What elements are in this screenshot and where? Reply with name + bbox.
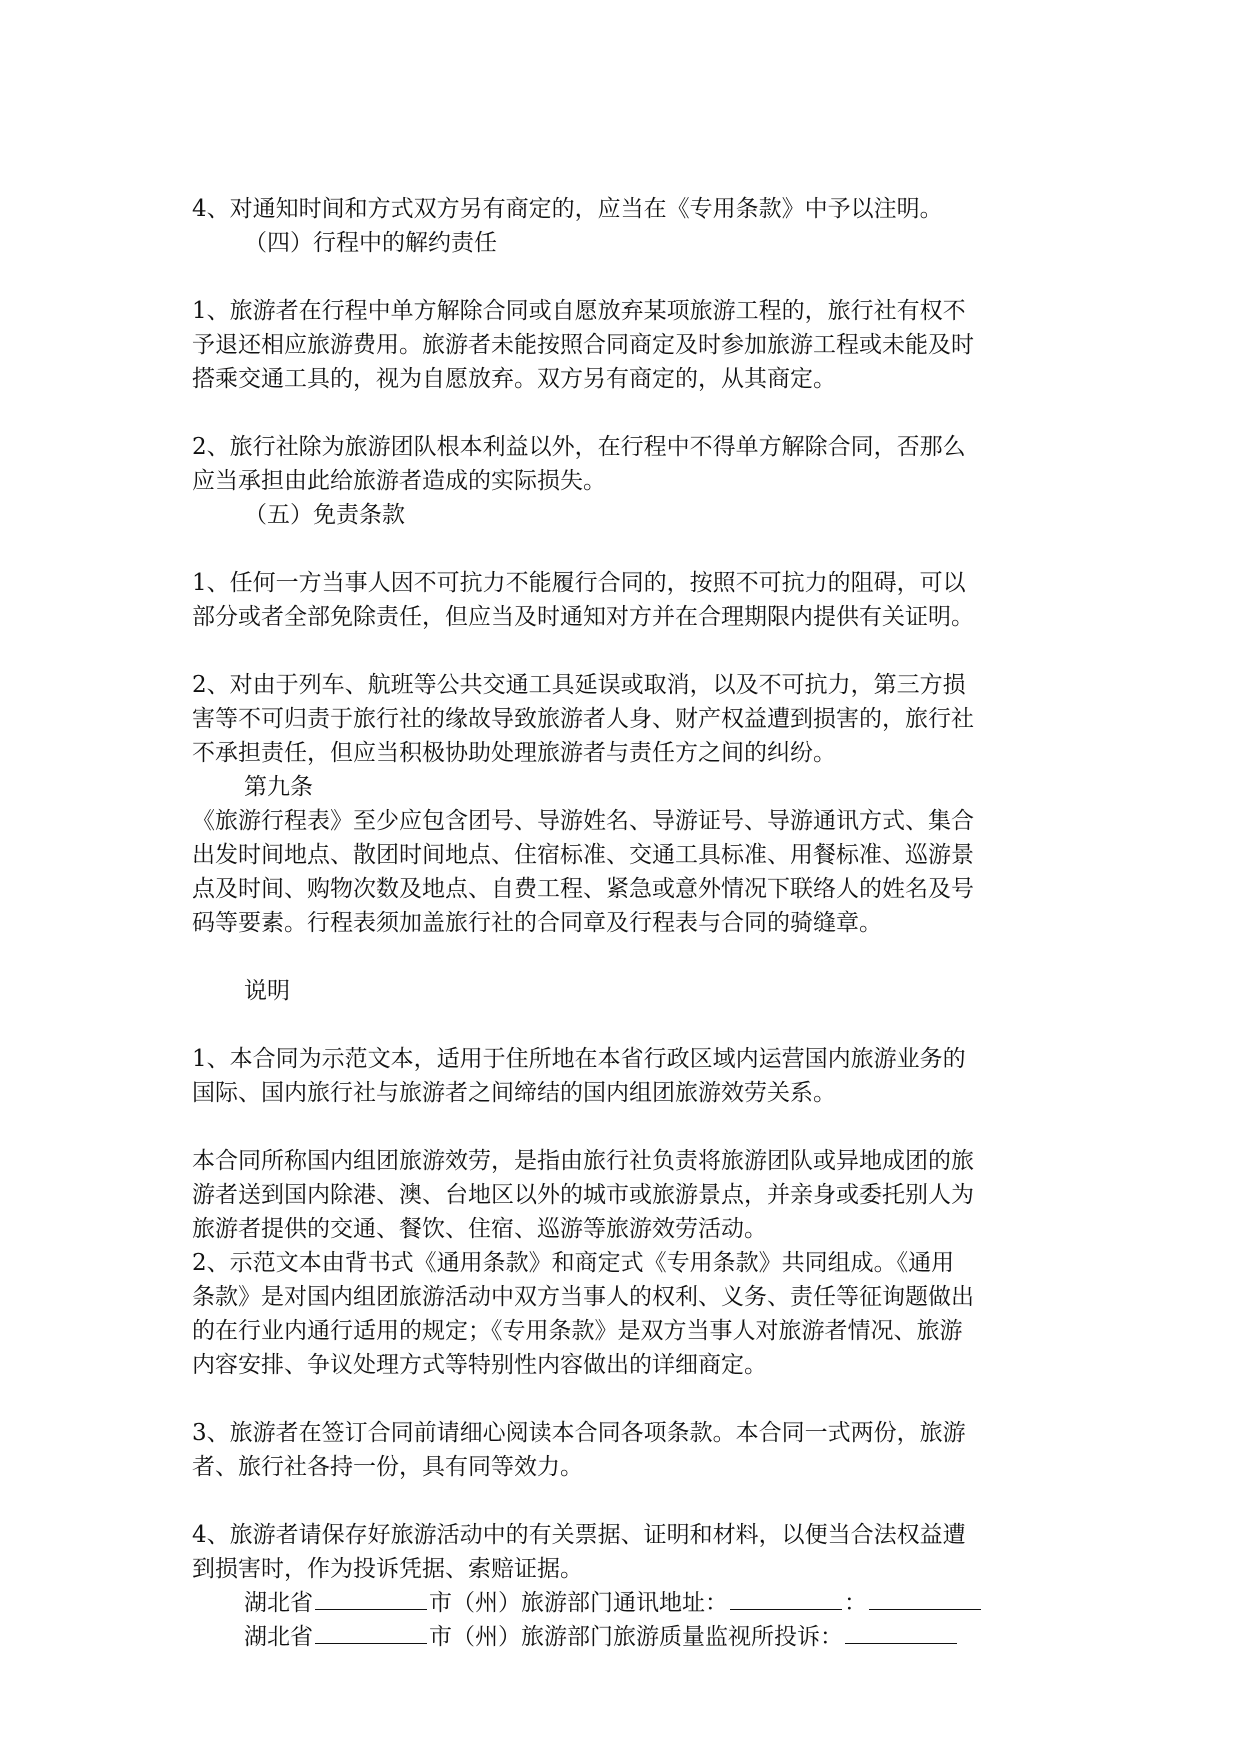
blank-line (192, 532, 1052, 566)
contact-prefix: 湖北省 (244, 1624, 313, 1650)
contact-label: 市（州）旅游部门旅游质量监视所投诉： (429, 1624, 843, 1650)
contact-prefix: 湖北省 (244, 1590, 313, 1616)
text-line: 点及时间、购物次数及地点、自费工程、紧急或意外情况下联络人的姓名及号 (192, 876, 974, 902)
notes-heading: 说明 (244, 978, 290, 1004)
section5-paragraph-2 (192, 668, 1052, 770)
article9-heading: 第九条 (244, 774, 313, 800)
text-line: 予退还相应旅游费用。旅游者未能按照合同商定及时参加旅游工程或未能及时 (192, 332, 974, 358)
text-line: 应当承担由此给旅游者造成的实际损失。 (192, 468, 606, 494)
text-line: 不承担责任，但应当积极协助处理旅游者与责任方之间的纠纷。 (192, 740, 836, 766)
blank-line (192, 396, 1052, 430)
section4-heading: （四）行程中的解约责任 (244, 230, 497, 256)
text-line: 的在行业内通行适用的规定；《专用条款》是双方当事人对旅游者情况、旅游 (192, 1318, 963, 1344)
contact-separator: ： (844, 1590, 867, 1616)
text-line: 游者送到国内除港、澳、台地区以外的城市或旅游景点，并亲身或委托别人为 (192, 1182, 974, 1208)
notes-paragraph-3 (192, 1416, 1052, 1484)
contact-row-complaint (192, 1620, 1052, 1654)
text-line: 码等要素。行程表须加盖旅行社的合同章及行程表与合同的骑缝章。 (192, 910, 882, 936)
text-line: 者、旅行社各持一份，具有同等效力。 (192, 1454, 583, 1480)
text-line: 条款》是对国内组团旅游活动中双方当事人的权利、义务、责任等征询题做出 (192, 1284, 974, 1310)
notes-paragraph-2 (192, 1144, 1052, 1382)
text-line: 1、本合同为示范文本，适用于住所地在本省行政区域内运营国内旅游业务的 (192, 1046, 966, 1072)
notes-paragraph-4 (192, 1518, 1052, 1586)
text-line: 出发时间地点、散团时间地点、住宿标准、交通工具标准、用餐标准、巡游景 (192, 842, 974, 868)
blank-line (192, 1110, 1052, 1144)
blank-line (192, 1484, 1052, 1518)
section4-item4: 4、对通知时间和方式双方另有商定的，应当在《专用条款》中予以注明。 (192, 196, 943, 222)
blank-line (192, 940, 1052, 974)
text-line: 2、示范文本由背书式《通用条款》和商定式《专用条款》共同组成。《通用 (192, 1250, 955, 1276)
section5-paragraph-1 (192, 566, 1052, 634)
text-line: 旅游者提供的交通、餐饮、住宿、巡游等旅游效劳活动。 (192, 1216, 767, 1242)
document-body (192, 192, 1052, 1654)
text-line: 《旅游行程表》至少应包含团号、导游姓名、导游证号、导游通讯方式、集合 (192, 808, 974, 834)
notes-paragraph-1 (192, 1042, 1052, 1110)
blank-line (192, 634, 1052, 668)
text-line: 国际、国内旅行社与旅游者之间缔结的国内组团旅游效劳关系。 (192, 1080, 836, 1106)
contact-row-address (192, 1586, 1052, 1620)
complaint-blank-field[interactable] (845, 1621, 957, 1644)
text-line: 4、旅游者请保存好旅游活动中的有关票据、证明和材料，以便当合法权益遭 (192, 1522, 966, 1548)
blank-line (192, 1382, 1052, 1416)
text-line: 到损害时，作为投诉凭据、索赔证据。 (192, 1556, 583, 1582)
text-line: 2、对由于列车、航班等公共交通工具延误或取消，以及不可抗力，第三方损 (192, 672, 966, 698)
text-line: 3、旅游者在签订合同前请细心阅读本合同各项条款。本合同一式两份，旅游 (192, 1420, 966, 1446)
text-line: 2、旅行社除为旅游团队根本利益以外，在行程中不得单方解除合同，否那么 (192, 434, 966, 460)
section4-paragraph-2 (192, 430, 1052, 498)
text-line: 内容安排、争议处理方式等特别性内容做出的详细商定。 (192, 1352, 767, 1378)
text-line: 1、任何一方当事人因不可抗力不能履行合同的，按照不可抗力的阻碍，可以 (192, 570, 966, 596)
article9-body (192, 804, 1052, 940)
city-blank-field[interactable] (315, 1587, 427, 1610)
section5-heading: （五）免责条款 (244, 502, 405, 528)
address-blank-field[interactable] (730, 1587, 842, 1610)
text-line: 部分或者全部免除责任，但应当及时通知对方并在合理期限内提供有关证明。 (192, 604, 974, 630)
contact-label: 市（州）旅游部门通讯地址： (429, 1590, 728, 1616)
text-line: 搭乘交通工具的，视为自愿放弃。双方另有商定的，从其商定。 (192, 366, 836, 392)
phone-blank-field[interactable] (869, 1587, 981, 1610)
text-line: 本合同所称国内组团旅游效劳，是指由旅行社负责将旅游团队或异地成团的旅 (192, 1148, 974, 1174)
section4-paragraph-1 (192, 294, 1052, 396)
city-blank-field[interactable] (315, 1621, 427, 1644)
blank-line (192, 260, 1052, 294)
text-line: 害等不可归责于旅行社的缘故导致旅游者人身、财产权益遭到损害的，旅行社 (192, 706, 974, 732)
blank-line (192, 1008, 1052, 1042)
text-line: 1、旅游者在行程中单方解除合同或自愿放弃某项旅游工程的，旅行社有权不 (192, 298, 966, 324)
